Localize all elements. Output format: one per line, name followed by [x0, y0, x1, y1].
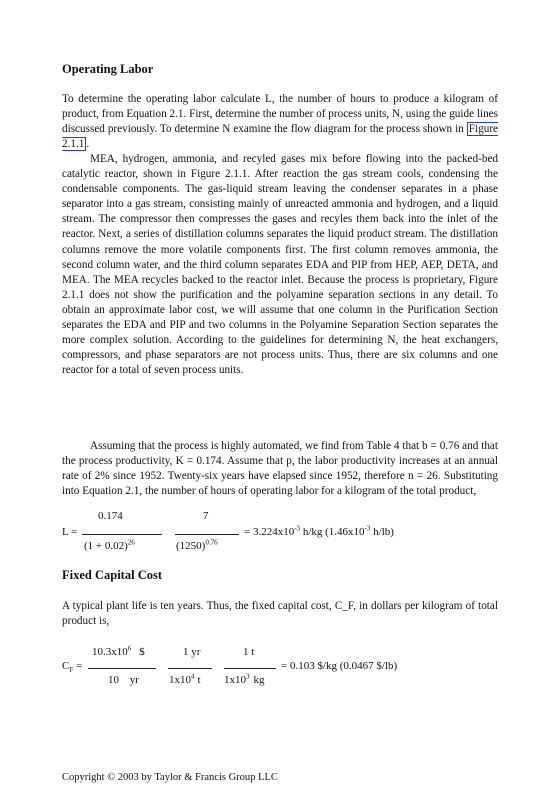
eq-l-fraction-bar-1 [82, 534, 162, 535]
paragraph-assumption [62, 439, 498, 499]
paragraph-assumption-text: Assuming that the process is highly automated, we find from Table 4 that b = 0.76 and that the process productivity, K = 0.174. Assume that p, the labor productivity increases at an annual rate of 2% since 1952. Twenty-six years have elapsed since 1952, therefore n = 26. Substituting into Equation 2.1, the number of hours of operating labor for a kilogram of the total product, [62, 440, 498, 498]
eq-cf-fraction-bar-3 [224, 668, 276, 669]
eq-l-lhs: L = [62, 526, 78, 538]
paragraph-fixed-capital-text: A typical plant life is ten years. Thus, the fixed capital cost, C_F, in dollars per kilogram of total product is, [62, 600, 498, 628]
heading-fixed-capital: Fixed Capital Cost [62, 568, 162, 582]
eq-l-num1: 0.174 [98, 510, 123, 522]
eq-cf-lhs: $C_F$ = [62, 660, 83, 675]
paragraph-fixed-capital [62, 599, 498, 629]
eq-l-den1: $(1 + 0.02)^{26}$ [84, 538, 135, 552]
copyright-footer: Copyright © 2003 by Taylor & Francis Group LLC [62, 772, 278, 783]
eq-l-fraction-bar-2 [175, 534, 239, 535]
paragraph-intro-text: To determine the operating labor calculate L, the number of hours to produce a kilogram of product, from Equation 2.1. First, determine the number of process units, N, using the guide lines discussed previously. To determine N examine the flow diagram for the process shown in [62, 93, 498, 136]
eq-cf-num2: 1 yr [183, 646, 201, 658]
eq-cf-den2: $1x10^4$ t [169, 672, 201, 686]
eq-l-den2: $(1250)^{0.76}$ [176, 538, 218, 552]
eq-l-result: = $3.224x10^{-3}$ h/kg ($1.46x10^{-3}$ h/lb) [244, 524, 394, 538]
eq-cf-num3: 1 t [243, 646, 255, 658]
paragraph-process-text: MEA, hydrogen, ammonia, and recyled gases mix before flowing into the packed-bed catalytic reactor, shown in Figure 2.1.1. After reaction the gas stream cools, condensing the condensable components. The gas-liquid stream leaving the condenser separates in a phase separator into a gas stream, consisting mainly of unreacted ammonia and hydrogen, and a liquid stream. The compressor then compresses the gases and recyles them back into the inlet of the reactor. Next, a series of distillation columns separates the liquid product stream. The distillation columns remove the more volatile components first. The first column removes ammonia, the second column water, and the third column separates EDA and PIP from HEP, AEP, DETA, and MEA. The MEA recycles backed to the reactor inlet. Because the process is proprietary, Figure 2.1.1 does not show the purification and the polyamine separation sections in any detail. To obtain an approximate labor cost, we will assume that one column in the Purification Section separates the EDA and PIP and two columns in the Polyamine Separation Section separates the more complex solution. According to the guidelines for determining N, the heat exchangers, compressors, and phase separators are not process units. Thus, there are six columns and one reactor for a total of seven process units. [62, 153, 498, 377]
eq-cf-fraction-bar-2 [168, 668, 212, 669]
eq-cf-num1: $10.3x10^6$ $ [92, 644, 145, 658]
eq-cf-den3: $1x10^3$ kg [224, 672, 265, 686]
figure-link[interactable]: Figure 2.1.1 [62, 123, 499, 151]
eq-cf-den1: 10 yr [108, 674, 139, 686]
paragraph-intro [62, 92, 498, 152]
eq-cf-fraction-bar-1 [88, 668, 156, 669]
eq-cf-result: = 0.103 $/kg (0.0467 $/lb) [281, 660, 398, 672]
paragraph-process [62, 152, 498, 378]
paragraph-intro-end: . [86, 138, 90, 151]
eq-l-num2: 7 [203, 510, 209, 522]
heading-operating-labor: Operating Labor [62, 62, 154, 76]
